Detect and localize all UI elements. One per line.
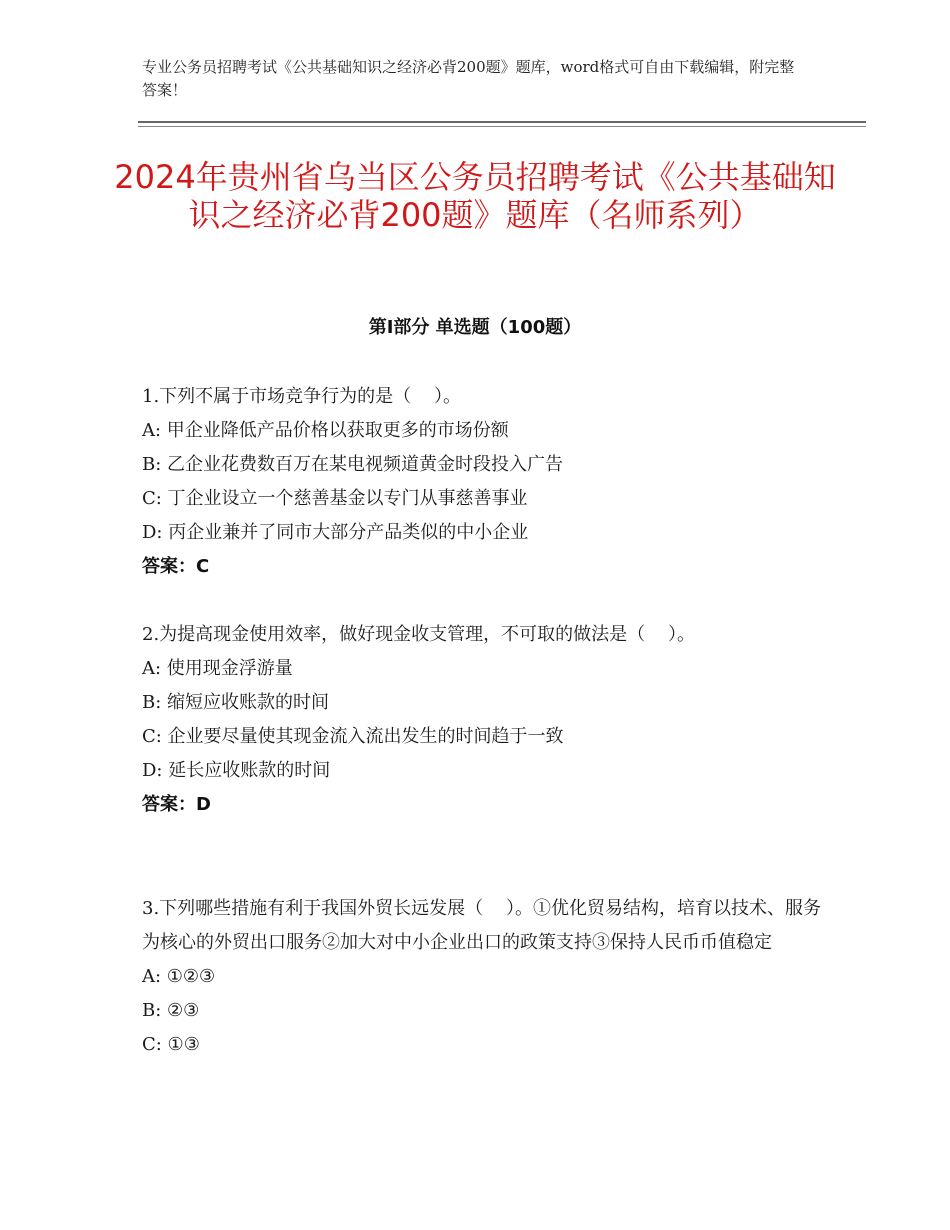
option-b: B: 乙企业花费数百万在某电视频道黄金时段投入广告 [142, 454, 564, 475]
option-c: C: ①③ [142, 1034, 200, 1055]
header-rule-thin [138, 126, 866, 127]
question-1 [142, 380, 822, 584]
question-stem: 1.下列不属于市场竞争行为的是（ ）。 [142, 386, 462, 407]
question-stem: 2.为提高现金使用效率，做好现金收支管理，不可取的做法是（ ）。 [142, 624, 696, 645]
header-note: 专业公务员招聘考试《公共基础知识之经济必背200题》题库，word格式可自由下载编辑，附完整答案！ [142, 58, 795, 99]
question-3 [142, 892, 822, 1062]
option-a: A: 使用现金浮游量 [142, 658, 293, 679]
option-d: D: 延长应收账款的时间 [142, 760, 331, 781]
option-b: B: 缩短应收账款的时间 [142, 692, 330, 713]
option-b: B: ②③ [142, 1000, 200, 1021]
option-a: A: ①②③ [142, 966, 216, 987]
section-heading: 第Ⅰ部分 单选题（100题） [368, 317, 582, 338]
question-2 [142, 618, 822, 822]
answer-label: 答案：D [142, 794, 211, 815]
option-c: C: 企业要尽量使其现金流入流出发生的时间趋于一致 [142, 726, 564, 747]
answer-label: 答案：C [142, 556, 210, 577]
option-d: D: 丙企业兼并了同市大部分产品类似的中小企业 [142, 522, 529, 543]
header-rule [138, 121, 866, 123]
question-stem: 3.下列哪些措施有利于我国外贸长远发展（ ）。①优化贸易结构，培育以技术、服务为核心的外贸出口服务②加大对中小企业出口的政策支持③保持人民币币值稳定 [142, 898, 822, 953]
option-a: A: 甲企业降低产品价格以获取更多的市场份额 [142, 420, 509, 441]
document-title: 2024年贵州省乌当区公务员招聘考试《公共基础知识之经济必背200题》题库（名师系列） [114, 158, 836, 234]
option-c: C: 丁企业设立一个慈善基金以专门从事慈善事业 [142, 488, 528, 509]
